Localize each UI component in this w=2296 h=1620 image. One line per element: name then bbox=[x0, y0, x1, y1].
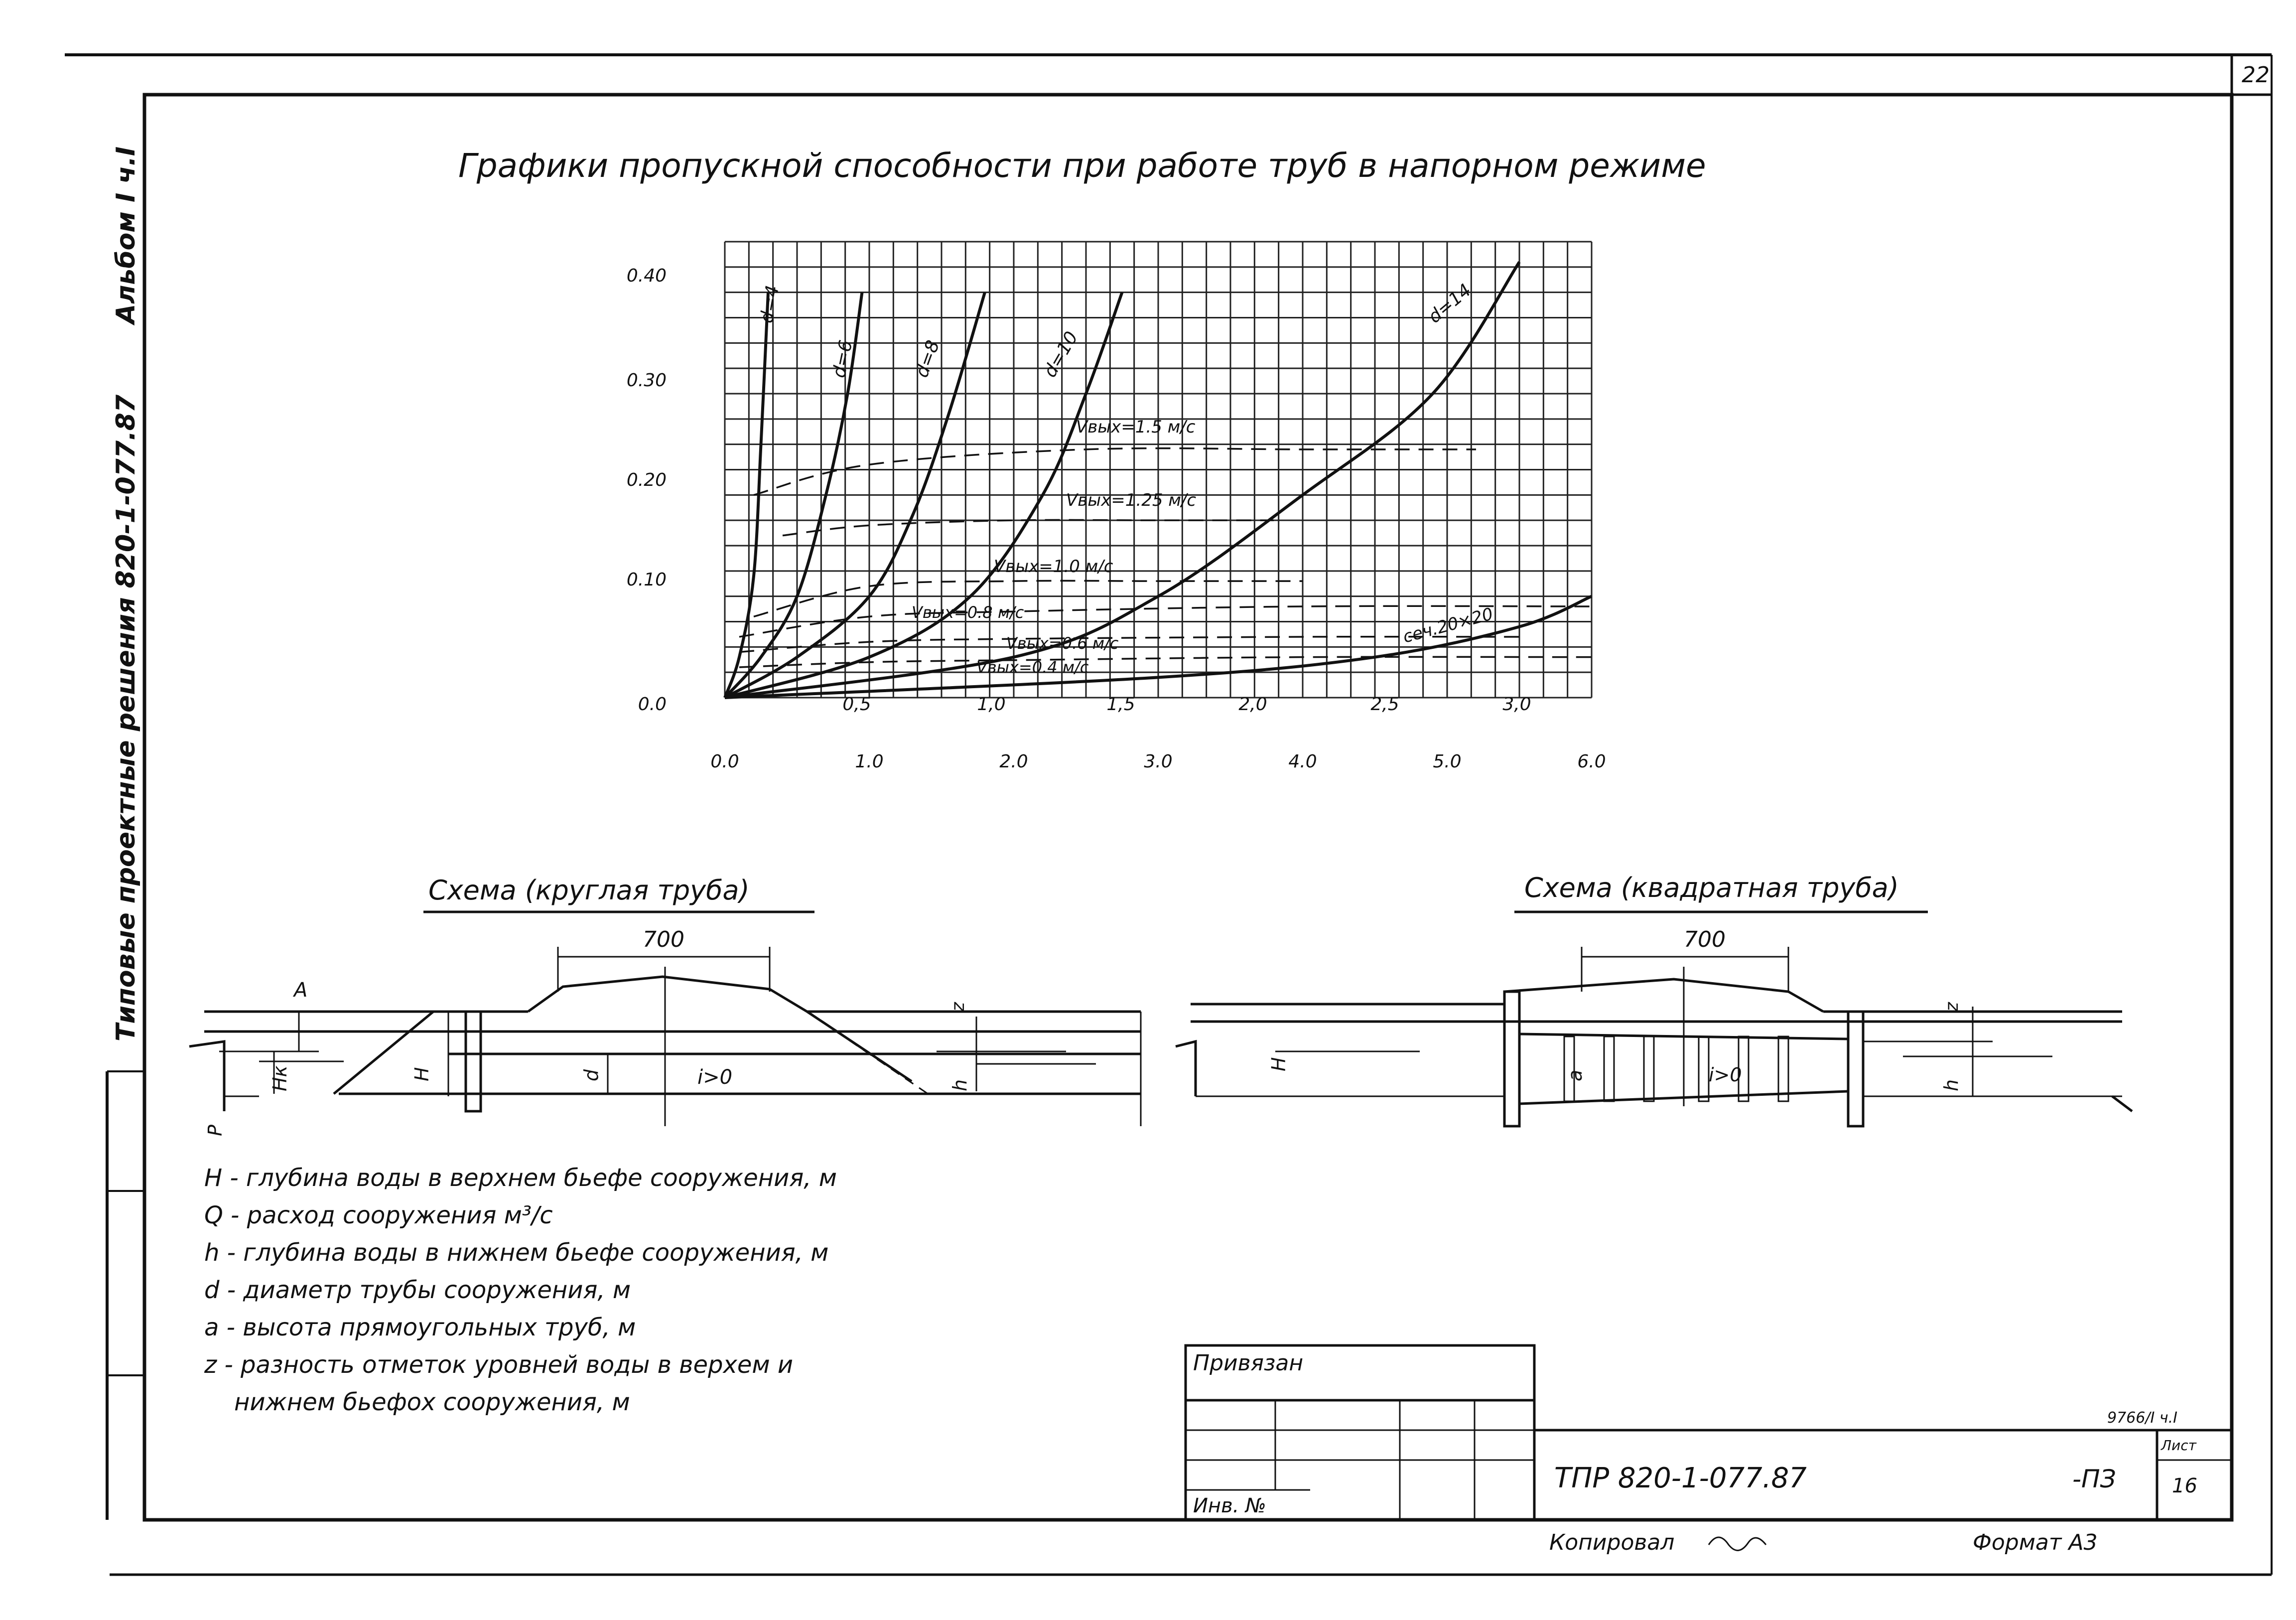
square-label-h-lower: h bbox=[1940, 1079, 1962, 1091]
x-bottom-tick-label: 5.0 bbox=[1433, 751, 1462, 772]
legend-line: нижнем бьефох сооружения, м bbox=[234, 1388, 630, 1416]
legend-line: z - разность отметок уровней воды в верхем и bbox=[204, 1351, 794, 1379]
square-label-slope: i>0 bbox=[1709, 1064, 1742, 1086]
y-tick-label: 0.10 bbox=[626, 570, 667, 590]
legend-line: H - глубина воды в верхнем бьефе сооружения, м bbox=[204, 1164, 837, 1192]
round-label-hk: Hк bbox=[269, 1065, 291, 1091]
square-pipe-scheme bbox=[1176, 872, 2132, 1126]
tb-copied: Копировал bbox=[1549, 1530, 1675, 1555]
square-dim-700: 700 bbox=[1684, 927, 1726, 952]
square-label-h-upper: H bbox=[1268, 1057, 1290, 1071]
velocity-label-1-25: Vвых=1.25 м/с bbox=[1066, 490, 1197, 510]
round-label-slope: i>0 bbox=[697, 1066, 733, 1089]
x-bottom-tick-label: 4.0 bbox=[1288, 751, 1317, 772]
square-label-z: z bbox=[1942, 1002, 1962, 1012]
round-label-d: d bbox=[580, 1069, 602, 1081]
discharge-chart bbox=[627, 242, 1606, 772]
x-top-tick-label: 0,5 bbox=[842, 694, 871, 715]
x-bottom-tick-label: 0.0 bbox=[710, 751, 739, 772]
curve-label-sec20x20: сеч.20×20 bbox=[1400, 604, 1495, 647]
title-block bbox=[1186, 1345, 2232, 1555]
curve-d14 bbox=[725, 262, 1519, 698]
y-tick-label: 0.0 bbox=[638, 694, 667, 715]
legend-line: h - глубина воды в нижнем бьефе сооружения, м bbox=[204, 1239, 829, 1267]
velocity-label-0-6: Vвых=0.6 м/с bbox=[1006, 634, 1119, 653]
x-bottom-tick-label: 3.0 bbox=[1144, 751, 1173, 772]
side-album-text: Альбом I ч.I bbox=[111, 146, 141, 324]
tb-list-label: Лист bbox=[2161, 1437, 2196, 1454]
round-dim-700: 700 bbox=[643, 927, 684, 952]
curve-label-d10: d=10 bbox=[1040, 328, 1082, 381]
page-title: Графики пропускной способности при работе труб в напорном режиме bbox=[458, 147, 1706, 185]
x-top-tick-label: 3,0 bbox=[1502, 694, 1531, 715]
tb-suffix: -ПЗ bbox=[2072, 1465, 2116, 1493]
copyist-signature bbox=[1709, 1537, 1766, 1550]
tb-code: ТПР 820-1-077.87 bbox=[1554, 1462, 1807, 1494]
legend-line: Q - расход сооружения м³/с bbox=[204, 1201, 553, 1229]
legend-line: d - диаметр трубы сооружения, м bbox=[204, 1276, 631, 1304]
x-bottom-tick-label: 2.0 bbox=[999, 751, 1028, 772]
y-tick-label: 0.40 bbox=[626, 266, 667, 286]
round-label-h-lower: h bbox=[949, 1079, 971, 1091]
velocity-line-4 bbox=[739, 637, 1519, 652]
square-scheme-title: Схема (квадратная труба) bbox=[1524, 872, 1899, 903]
curve-label-d6: d=6 bbox=[828, 338, 857, 380]
velocity-line-0 bbox=[754, 448, 1476, 495]
curve-label-d8: d=8 bbox=[911, 337, 944, 381]
curve-label-d14: d=14 bbox=[1424, 280, 1476, 327]
curve-labels bbox=[756, 280, 1495, 647]
square-label-a: a bbox=[1564, 1069, 1586, 1081]
legend-line: a - высота прямоугольных труб, м bbox=[204, 1314, 636, 1341]
x-bottom-tick-label: 1.0 bbox=[855, 751, 884, 772]
round-label-h-upper: H bbox=[411, 1067, 433, 1081]
x-top-tick-label: 1,5 bbox=[1106, 694, 1135, 715]
side-series-text: Типовые проектные решения 820-1-077.87 bbox=[111, 394, 141, 1041]
sheet-frame bbox=[65, 55, 2272, 1575]
tb-list-number: 16 bbox=[2172, 1474, 2197, 1497]
legend bbox=[204, 1164, 837, 1416]
x-bottom-tick-label: 6.0 bbox=[1577, 751, 1606, 772]
tb-stamp-number: 9766/I ч.I bbox=[2107, 1409, 2177, 1427]
tb-format: Формат А3 bbox=[1973, 1530, 2098, 1555]
round-label-z: z bbox=[948, 1002, 968, 1012]
velocity-lines bbox=[739, 448, 1592, 667]
y-tick-label: 0.30 bbox=[626, 370, 667, 391]
round-scheme-title: Схема (круглая труба) bbox=[428, 875, 750, 906]
sheet-number: 22 bbox=[2242, 62, 2270, 88]
x-top-tick-label: 2,0 bbox=[1238, 694, 1267, 715]
round-label-p: P bbox=[204, 1125, 226, 1136]
tb-privyazan: Привязан bbox=[1193, 1350, 1304, 1376]
tb-inv: Инв. № bbox=[1193, 1494, 1266, 1517]
velocity-label-0-8: Vвых=0.8 м/с bbox=[912, 603, 1024, 622]
x-top-tick-label: 1,0 bbox=[977, 694, 1006, 715]
velocity-label-0-4: Vвых=0.4 м/с bbox=[976, 658, 1089, 677]
velocity-label-1-0: Vвых=1.0 м/с bbox=[994, 557, 1113, 577]
velocity-label-1-5: Vвых=1.5 м/с bbox=[1076, 417, 1196, 437]
x-axis-bottom-ticks bbox=[710, 751, 1606, 772]
curve-label-d4: d=4 bbox=[756, 284, 784, 325]
round-label-a: A bbox=[294, 979, 308, 1002]
round-pipe-scheme bbox=[189, 875, 1141, 1136]
x-top-tick-label: 2,5 bbox=[1370, 694, 1399, 715]
y-tick-label: 0.20 bbox=[626, 470, 667, 490]
y-axis-ticks bbox=[627, 266, 667, 715]
